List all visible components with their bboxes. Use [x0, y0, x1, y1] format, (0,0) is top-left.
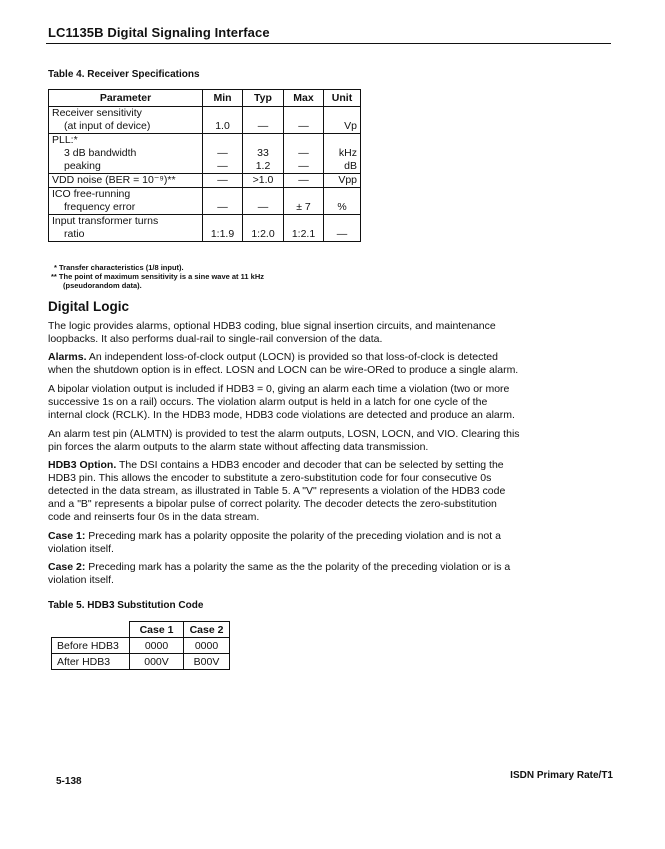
- unit-cell: [324, 215, 361, 242]
- param-line: PLL:*: [52, 134, 78, 146]
- paragraph-bipolar: [48, 383, 608, 422]
- text-line: violation itself.: [48, 574, 114, 586]
- text-line: The logic provides alarms, optional HDB3 coding, blue signal insertion circuits, and maintenance: [48, 320, 496, 332]
- min-value: [206, 107, 239, 120]
- param-line: peaking: [64, 160, 101, 172]
- typ-cell: [243, 174, 284, 188]
- min-value: —: [217, 201, 228, 213]
- paragraph-case-2: [48, 561, 608, 587]
- min-cell: [203, 215, 243, 242]
- column-header-unit: Unit: [324, 90, 361, 107]
- max-value: —: [298, 160, 309, 172]
- column-header-case-1: Case 1: [130, 622, 184, 638]
- typ-value: [246, 134, 280, 147]
- case-1-value: 000V: [130, 654, 184, 670]
- page-number: 5-138: [56, 776, 82, 787]
- min-cell: [203, 174, 243, 188]
- max-cell: [284, 215, 324, 242]
- text-line: An alarm test pin (ALMTN) is provided to test the alarm outputs, LOSN, LOCN, and VIO. Clearing this: [48, 428, 520, 440]
- text-line: detected in the data stream, as illustrated in Table 5. A "V" represents a violation of the HDB3 code: [48, 485, 506, 497]
- column-header-case-2: Case 2: [184, 622, 230, 638]
- min-value: [206, 215, 239, 228]
- unit-value: dB: [344, 160, 357, 172]
- min-value: 1:1.9: [210, 228, 235, 240]
- footnote-2-continued: (pseudorandom data).: [63, 281, 142, 290]
- unit-cell: [324, 174, 361, 188]
- typ-value: [246, 215, 280, 228]
- paragraph-alarm-test: [48, 428, 608, 454]
- max-value: [287, 134, 320, 147]
- column-header-typ: Typ: [243, 90, 284, 107]
- unit-cell: [324, 188, 361, 215]
- min-cell: [203, 107, 243, 134]
- unit-value: kHz: [338, 147, 357, 159]
- max-value: [287, 188, 320, 201]
- table5-container: [51, 621, 230, 670]
- min-value: [206, 134, 239, 147]
- table-row: [49, 188, 361, 215]
- param-line: Receiver sensitivity: [52, 107, 142, 119]
- typ-value: 33: [257, 147, 269, 159]
- table-row: [49, 215, 361, 242]
- param-cell: [49, 215, 203, 242]
- unit-value: [327, 188, 357, 201]
- corner-cell: [52, 622, 130, 638]
- max-value: ± 7: [296, 201, 311, 213]
- unit-value: —: [336, 228, 348, 240]
- param-line: (at input of device): [64, 120, 151, 132]
- typ-value: 1.2: [255, 160, 271, 172]
- param-line: frequency error: [64, 201, 136, 213]
- typ-cell: [243, 107, 284, 134]
- case-2-value: B00V: [184, 654, 230, 670]
- param-cell: [49, 107, 203, 134]
- min-value: [206, 188, 239, 201]
- param-line: 3 dB bandwidth: [64, 147, 137, 159]
- unit-value: [327, 215, 357, 228]
- typ-value: [246, 107, 280, 120]
- row-label: After HDB3: [52, 654, 130, 670]
- paragraph-intro: [48, 320, 608, 346]
- footnote-2: ** The point of maximum sensitivity is a sine wave at 11 kHz: [51, 272, 264, 281]
- hdb3-substitution-table: [51, 621, 230, 670]
- typ-value: —: [257, 120, 269, 132]
- max-value: —: [298, 147, 309, 159]
- text-line: A bipolar violation output is included if HDB3 = 0, giving an alarm each time a violation (two or more: [48, 383, 510, 395]
- unit-cell: [324, 107, 361, 134]
- typ-value: [246, 188, 280, 201]
- unit-value: %: [337, 201, 347, 213]
- min-cell: [203, 188, 243, 215]
- text-line: Preceding mark has a polarity the same as the the polarity of the preceding violation or is a: [85, 561, 511, 573]
- table5-header-row: [52, 622, 230, 638]
- text-line: when the shutdown option is in effect. LOSN and LOCN can be wire-ORed to produce a single alarm.: [48, 364, 519, 376]
- table-row: [52, 654, 230, 670]
- unit-value: Vp: [344, 120, 357, 132]
- column-header-parameter: Parameter: [49, 90, 203, 107]
- typ-value: >1.0: [252, 174, 274, 186]
- typ-value: —: [257, 201, 269, 213]
- typ-value: 1:2.0: [251, 228, 275, 240]
- param-cell: [49, 188, 203, 215]
- receiver-specifications-table: [48, 89, 361, 242]
- max-value: [287, 215, 320, 228]
- text-line: The DSI contains a HDB3 encoder and decoder that can be selected by setting the: [116, 459, 504, 471]
- table-row: [49, 107, 361, 134]
- max-value: [287, 107, 320, 120]
- param-line: ratio: [64, 228, 85, 240]
- max-value: —: [298, 120, 309, 132]
- text-line: HDB3 pin. This allows the encoder to substitute a zero-substitution code for four consecutive 0s: [48, 472, 492, 484]
- column-header-min: Min: [203, 90, 243, 107]
- text-line: code and reinserts four 0s in the data stream.: [48, 511, 260, 523]
- typ-cell: [243, 188, 284, 215]
- max-cell: [284, 188, 324, 215]
- text-line: Preceding mark has a polarity opposite the polarity of the preceding violation and is not a: [85, 530, 501, 542]
- text-line: An independent loss-of-clock output (LOCN) is provided so that loss-of-clock is detected: [86, 351, 498, 363]
- row-label: Before HDB3: [52, 638, 130, 654]
- unit-value: [327, 107, 357, 120]
- unit-cell: [324, 134, 361, 174]
- table-row: [49, 134, 361, 174]
- text-line: internal clock (RCLK). In the HDB3 mode, HDB3 code violations are detected and produce an alarm.: [48, 409, 515, 421]
- paragraph-alarms: [48, 351, 608, 377]
- unit-value: [327, 134, 357, 147]
- max-cell: [284, 134, 324, 174]
- paragraph-case-1: [48, 530, 608, 556]
- text-line: pin forces the alarm outputs to the alarm state without affecting data transmission.: [48, 441, 429, 453]
- footnote-1: * Transfer characteristics (1/8 input).: [54, 263, 184, 272]
- typ-cell: [243, 215, 284, 242]
- paragraph-hdb3-option: [48, 459, 608, 524]
- typ-cell: [243, 134, 284, 174]
- table4-header-row: [49, 90, 361, 107]
- max-value: —: [298, 174, 309, 186]
- case-2-value: 0000: [184, 638, 230, 654]
- min-value: —: [217, 174, 228, 186]
- param-line: Input transformer turns: [52, 215, 159, 227]
- page-header-title: LC1135B Digital Signaling Interface: [48, 25, 270, 40]
- paragraph-lead: HDB3 Option.: [48, 459, 117, 471]
- param-cell: [49, 134, 203, 174]
- footer-section-title: ISDN Primary Rate/T1: [510, 770, 613, 781]
- min-value: —: [217, 147, 228, 159]
- text-line: loopbacks. It also performs dual-rail to single-rail conversion of the data.: [48, 333, 383, 345]
- header-rule: [46, 43, 611, 44]
- max-cell: [284, 107, 324, 134]
- case-1-value: 0000: [130, 638, 184, 654]
- table4-caption: Table 4. Receiver Specifications: [48, 69, 200, 80]
- param-cell: [49, 174, 203, 188]
- min-cell: [203, 134, 243, 174]
- column-header-max: Max: [284, 90, 324, 107]
- section-title: Digital Logic: [48, 299, 129, 314]
- max-cell: [284, 174, 324, 188]
- unit-value: Vpp: [338, 174, 357, 186]
- param-line: VDD noise (BER = 10⁻⁹)**: [52, 174, 176, 186]
- table5-caption: Table 5. HDB3 Substitution Code: [48, 600, 204, 611]
- table-row: [49, 174, 361, 188]
- paragraph-lead: Case 1:: [48, 530, 86, 542]
- paragraph-lead: Alarms.: [48, 351, 87, 363]
- min-value: 1.0: [215, 120, 230, 132]
- table-row: [52, 638, 230, 654]
- param-line: ICO free-running: [52, 188, 131, 200]
- text-line: successive 1s on a rail) occurs. The violation alarm output is held in a latch for one cycle of the: [48, 396, 488, 408]
- paragraph-lead: Case 2:: [48, 561, 86, 573]
- min-value: —: [217, 160, 228, 172]
- text-line: and a "B" represents a bipolar pulse of correct polarity. The decoder detects the zero-substitution: [48, 498, 497, 510]
- max-value: 1:2.1: [291, 228, 316, 240]
- table4-container: [48, 89, 361, 242]
- text-line: violation itself.: [48, 543, 114, 555]
